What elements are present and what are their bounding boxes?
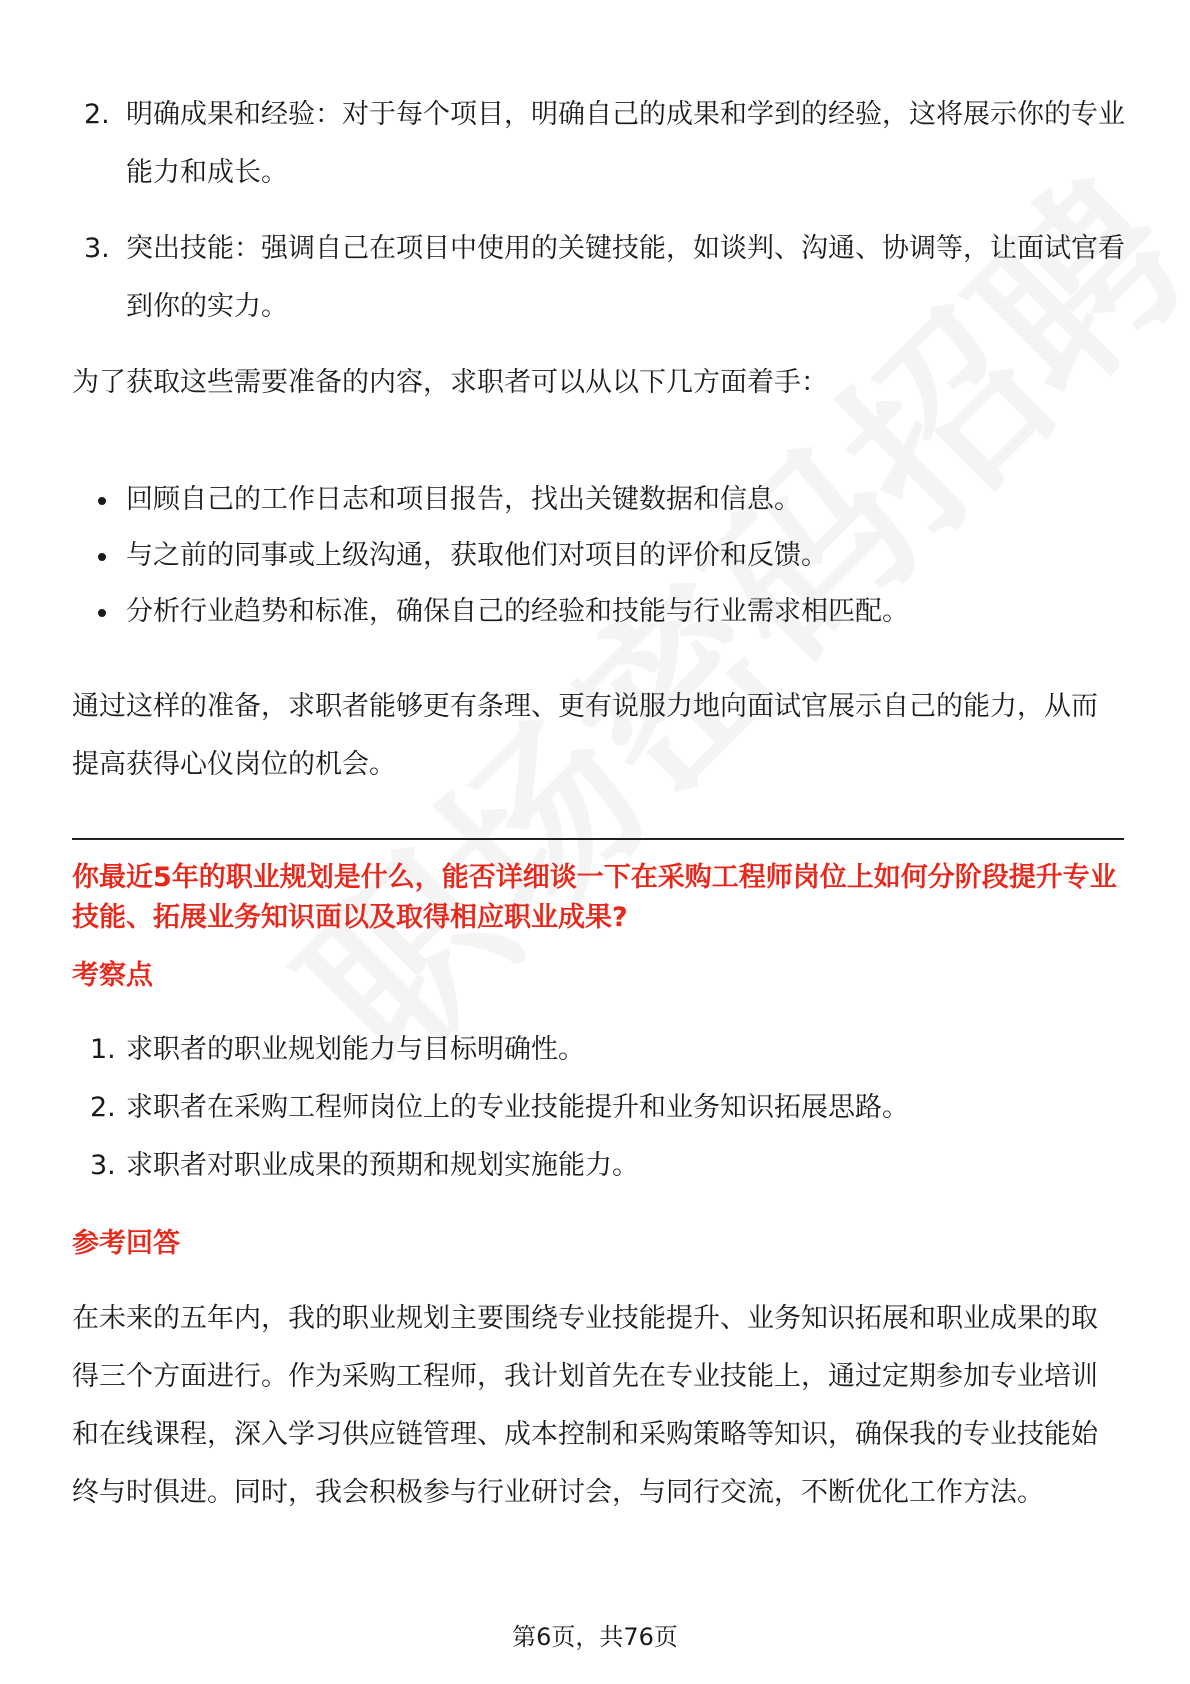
conclusion-paragraph: 通过这样的准备，求职者能够更有条理、更有说服力地向面试官展示自己的能力，从而提高获得心仪岗位的机会。	[72, 691, 1098, 780]
list-text: 突出技能：强调自己在项目中使用的关键技能，如谈判、沟通、协调等，让面试官看到你的实力。	[126, 233, 1125, 322]
bullet-dot	[98, 609, 106, 617]
list-number: 2.	[90, 1092, 116, 1123]
list-number: 2.	[84, 99, 110, 130]
page-number: 第6页，共76页	[512, 1623, 678, 1651]
section-divider	[72, 838, 1124, 840]
question-title: 你最近5年的职业规划是什么，能否详细谈一下在采购工程师岗位上如何分阶段提升专业技能、拓展业务知识面以及取得相应职业成果?	[72, 862, 1117, 933]
list-text: 求职者在采购工程师岗位上的专业技能提升和业务知识拓展思路。	[126, 1092, 909, 1123]
bullet-text: 回顾自己的工作日志和项目报告，找出关键数据和信息。	[126, 484, 801, 515]
intro-paragraph: 为了获取这些需要准备的内容，求职者可以从以下几方面着手：	[72, 367, 828, 398]
examine-heading: 考察点	[72, 960, 153, 991]
list-number: 3.	[90, 1150, 116, 1181]
answer-paragraph: 在未来的五年内，我的职业规划主要围绕专业技能提升、业务知识拓展和职业成果的取得三个方面进行。作为采购工程师，我计划首先在专业技能上，通过定期参加专业培训和在线课程，深入学习供应链管理、成本控制和采购策略等知识，确保我的专业技能始终与时俱进。同时，我会积极参与行业研讨会，与同行交流，不断优化工作方法。	[72, 1303, 1098, 1508]
list-number: 1.	[90, 1034, 116, 1065]
bullet-text: 与之前的同事或上级沟通，获取他们对项目的评价和反馈。	[126, 540, 828, 571]
bullet-text: 分析行业趋势和标准，确保自己的经验和技能与行业需求相匹配。	[126, 596, 909, 627]
bullet-dot	[98, 497, 106, 505]
answer-heading: 参考回答	[72, 1228, 180, 1259]
list-text: 明确成果和经验：对于每个项目，明确自己的成果和学到的经验，这将展示你的专业能力和成长。	[126, 99, 1125, 188]
list-text: 求职者对职业成果的预期和规划实施能力。	[126, 1150, 639, 1181]
list-number: 3.	[84, 233, 110, 264]
bullet-dot	[98, 553, 106, 561]
list-text: 求职者的职业规划能力与目标明确性。	[126, 1034, 585, 1065]
